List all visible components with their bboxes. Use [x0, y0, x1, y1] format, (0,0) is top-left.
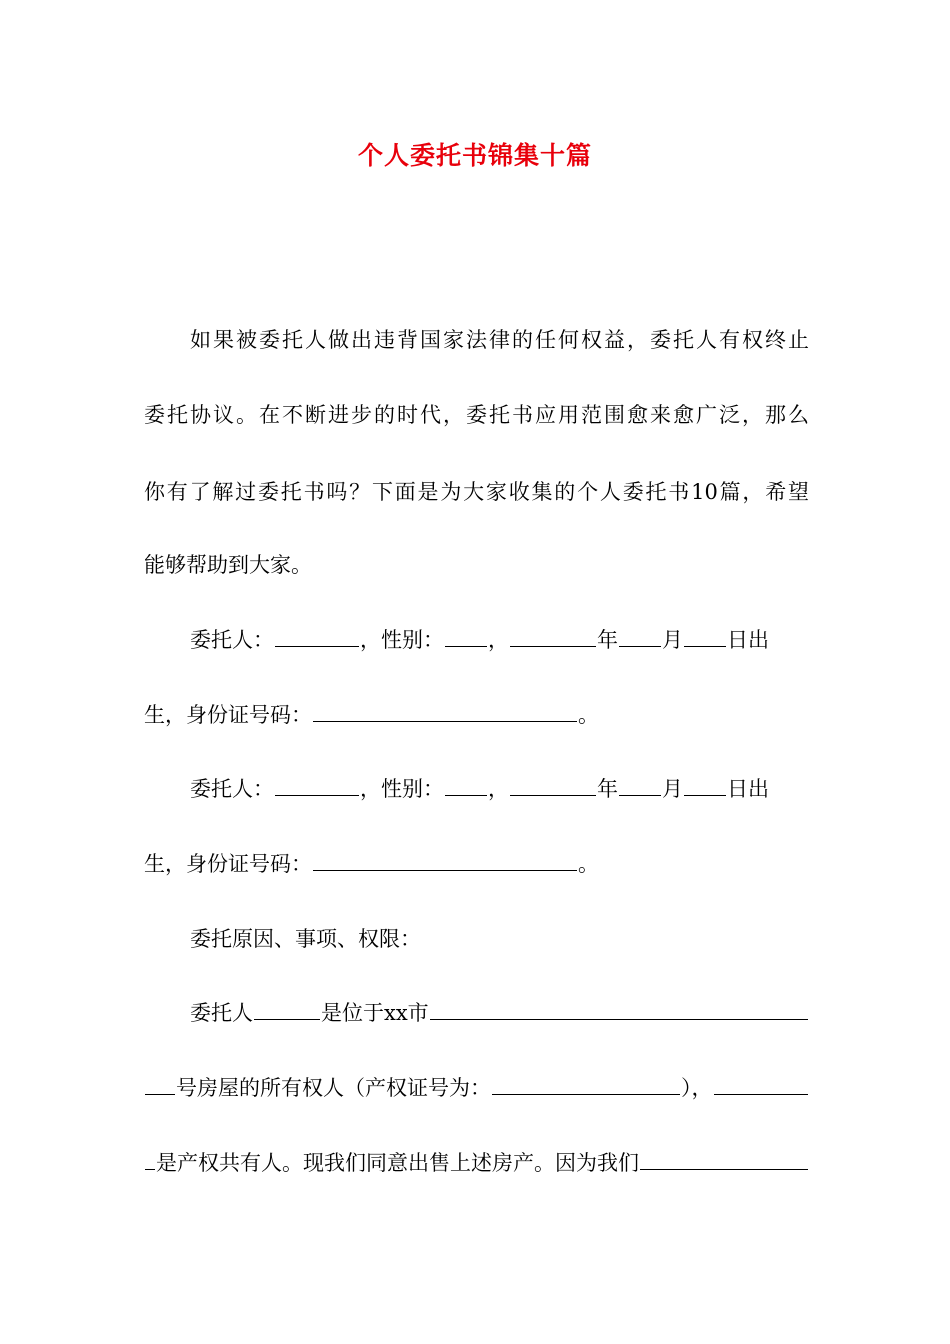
month-blank[interactable] — [619, 774, 661, 796]
year-blank[interactable] — [510, 774, 596, 796]
id-label: 生，身份证号码： — [144, 703, 312, 727]
comma: ， — [488, 628, 509, 652]
month-label: 月 — [662, 777, 683, 801]
id-number-blank[interactable] — [313, 700, 577, 722]
principal-label: 委托人： — [190, 777, 274, 801]
body-line-1 — [190, 998, 809, 1028]
year-label: 年 — [597, 777, 618, 801]
principal-word: 委托人 — [190, 1001, 253, 1025]
month-label: 月 — [662, 628, 683, 652]
principal-1-line-2 — [144, 700, 809, 730]
comma: ， — [488, 777, 509, 801]
id-label: 生，身份证号码： — [144, 852, 312, 876]
year-label: 年 — [597, 628, 618, 652]
ownership-text: 号房屋的所有权人（产权证号为： — [176, 1076, 491, 1100]
owner-blank[interactable] — [254, 998, 320, 1020]
name-blank[interactable] — [275, 625, 359, 647]
address-cont-blank[interactable] — [145, 1073, 175, 1095]
gender-blank[interactable] — [445, 774, 487, 796]
gender-blank[interactable] — [445, 625, 487, 647]
intro-line-2: 委托协议。在不断进步的时代，委托书应用范围愈来愈广泛，那么 — [144, 403, 809, 427]
location-text: 是位于xx市 — [321, 1001, 429, 1025]
day-label: 日出 — [727, 777, 769, 801]
name-blank[interactable] — [275, 774, 359, 796]
co-owner-cont-blank[interactable] — [145, 1148, 155, 1170]
reason-blank[interactable] — [640, 1148, 808, 1170]
principal-1-line-1 — [190, 625, 809, 655]
body-line-3 — [144, 1148, 809, 1178]
id-number-blank[interactable] — [313, 849, 577, 871]
gender-label: ，性别： — [360, 777, 444, 801]
period: 。 — [578, 852, 599, 876]
intro-line-3: 你有了解过委托书吗？下面是为大家收集的个人委托书10篇，希望 — [144, 480, 809, 504]
reasons-heading: 委托原因、事项、权限： — [190, 927, 421, 951]
day-blank[interactable] — [684, 625, 726, 647]
year-blank[interactable] — [510, 625, 596, 647]
document-title: 个人委托书锦集十篇 — [357, 141, 592, 170]
intro-line-4: 能够帮助到大家。 — [144, 553, 312, 577]
co-owner-blank[interactable] — [714, 1073, 809, 1095]
gender-label: ，性别： — [360, 628, 444, 652]
close-paren: ）， — [681, 1076, 713, 1100]
sale-text: 是产权共有人。现我们同意出售上述房产。因为我们 — [156, 1151, 639, 1175]
period: 。 — [578, 703, 599, 727]
certificate-blank[interactable] — [492, 1073, 680, 1095]
principal-2-line-2 — [144, 849, 809, 879]
principal-2-line-1 — [190, 774, 809, 804]
body-line-2 — [144, 1073, 809, 1103]
intro-line-1: 如果被委托人做出违背国家法律的任何权益，委托人有权终止 — [190, 328, 809, 352]
month-blank[interactable] — [619, 625, 661, 647]
principal-label: 委托人： — [190, 628, 274, 652]
day-label: 日出 — [727, 628, 769, 652]
address-blank[interactable] — [430, 998, 808, 1020]
day-blank[interactable] — [684, 774, 726, 796]
